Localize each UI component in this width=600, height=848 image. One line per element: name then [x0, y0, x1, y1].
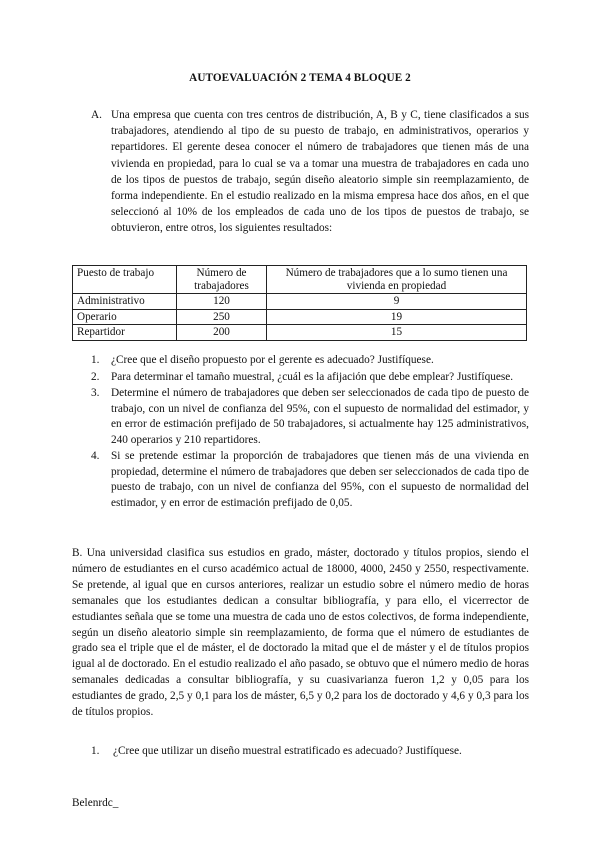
table-header-cell: Número de trabajadores [177, 266, 267, 294]
section-a [91, 107, 529, 237]
list-item [91, 386, 529, 448]
list-item-number: 2. [91, 370, 100, 383]
table-cell: 120 [177, 294, 267, 310]
table-row [73, 309, 527, 325]
table-cell: 200 [177, 325, 267, 341]
list-item [91, 353, 529, 369]
list-item-number: 4. [91, 450, 100, 462]
table-header-row [73, 266, 527, 294]
table-cell: Repartidor [73, 325, 177, 341]
table-row [73, 325, 527, 341]
table-cell: 250 [177, 309, 267, 325]
table-cell: 9 [267, 294, 527, 310]
list-item-text: Determine el número de trabajadores que deben ser seleccionados de cada tipo de puesto de trabajo, con un nivel de confianza del 95%, con el supuesto de normalidad del estimador, y en error de estimación prefijado de 50 trabajadores, si actualmente hay 125 administrativos, 240 operarios y 210 repartidores. [111, 387, 529, 446]
list-item-text: Para determinar el tamaño muestral, ¿cuál es la afijación que debe emplear? Justifíquese. [111, 370, 514, 383]
section-a-label: A. [91, 109, 102, 121]
table-header-cell: Número de trabajadores que a lo sumo tienen una vivienda en propiedad [267, 266, 527, 294]
table-header-cell: Puesto de trabajo [73, 266, 177, 294]
table-row [73, 294, 527, 310]
list-item-text: ¿Cree que el diseño propuesto por el gerente es adecuado? Justifíquese. [111, 354, 434, 366]
table-cell: Administrativo [73, 294, 177, 310]
section-a-text: Una empresa que cuenta con tres centros de distribución, A, B y C, tiene clasificados a sus trabajadores, atendiendo al tipo de su puesto de trabajo, en administrativos, operarios y repartidores. El gerente desea conocer el número de trabajadores que tienen más de una vivienda en propiedad, para lo cual se va a tomar una muestra de trabajadores en cada uno de los tipos de puestos de trabajo, según diseño aleatorio simple sin reemplazamiento, de forma independiente. En el estudio realizado en la misma empresa hace dos años, en el que seleccionó al 10% de los empleados de cada uno de los tipos de puestos de trabajo, se obtuvieron, entre otros, los siguientes resultados: [111, 109, 529, 235]
table-cell: 19 [267, 309, 527, 325]
list-item-text: Si se pretende estimar la proporción de trabajadores que tienen más de una vivienda en propiedad, determine el número de trabajadores que deben ser seleccionados de cada tipo de puesto de trabajo, con un nivel de confianza del 95%, con el supuesto de normalidad del estimador, y en error de estimación prefijado de 0,05. [111, 450, 529, 509]
list-item [91, 449, 529, 511]
page-title: AUTOEVALUACIÓN 2 TEMA 4 BLOQUE 2 [189, 72, 411, 84]
data-table [72, 265, 527, 341]
list-item-number: 1. [91, 354, 100, 366]
section-b-text: B. Una universidad clasifica sus estudios en grado, máster, doctorado y títulos propios, siendo el número de estudiantes en el curso académico actual de 18000, 4000, 2450 y 2550, respectivamente. Se pretende, al igual que en cursos anteriores, realizar un estudio sobre el número medio de horas semanales que los estudiantes dedican a consultar bibliografía, y para ello, el vicerrector de estudiantes señala que se tome una muestra de cada uno de estos colectivos, de forma independiente, según un diseño aleatorio simple sin reemplazamiento, de forma que el número de estudiantes de grado sea el triple que el de máster, el de doctorado la mitad que el de máster y el de títulos propios igual al de doctorado. En el estudio realizado el año pasado, se obtuvo que el número medio de horas semanales dedicadas a consultar bibliografía, y su cuasivarianza fueron 1,2 y 0,05 para los estudiantes de grado, 2,5 y 0,1 para los de máster, 6,5 y 0,2 para los de doctorado y 4,6 y 0,3 para los de títulos propios. [72, 547, 529, 719]
list-item-number: 1. [91, 745, 100, 757]
list-item-number: 3. [91, 387, 100, 399]
table-cell: 15 [267, 325, 527, 341]
list-item-text: ¿Cree que utilizar un diseño muestral estratificado es adecuado? Justifíquese. [113, 745, 462, 757]
section-a-questions [91, 353, 529, 512]
author-signature: Belenrdc_ [72, 797, 119, 809]
table-cell: Operario [73, 309, 177, 325]
section-b-question [91, 745, 529, 757]
list-item [91, 370, 529, 386]
